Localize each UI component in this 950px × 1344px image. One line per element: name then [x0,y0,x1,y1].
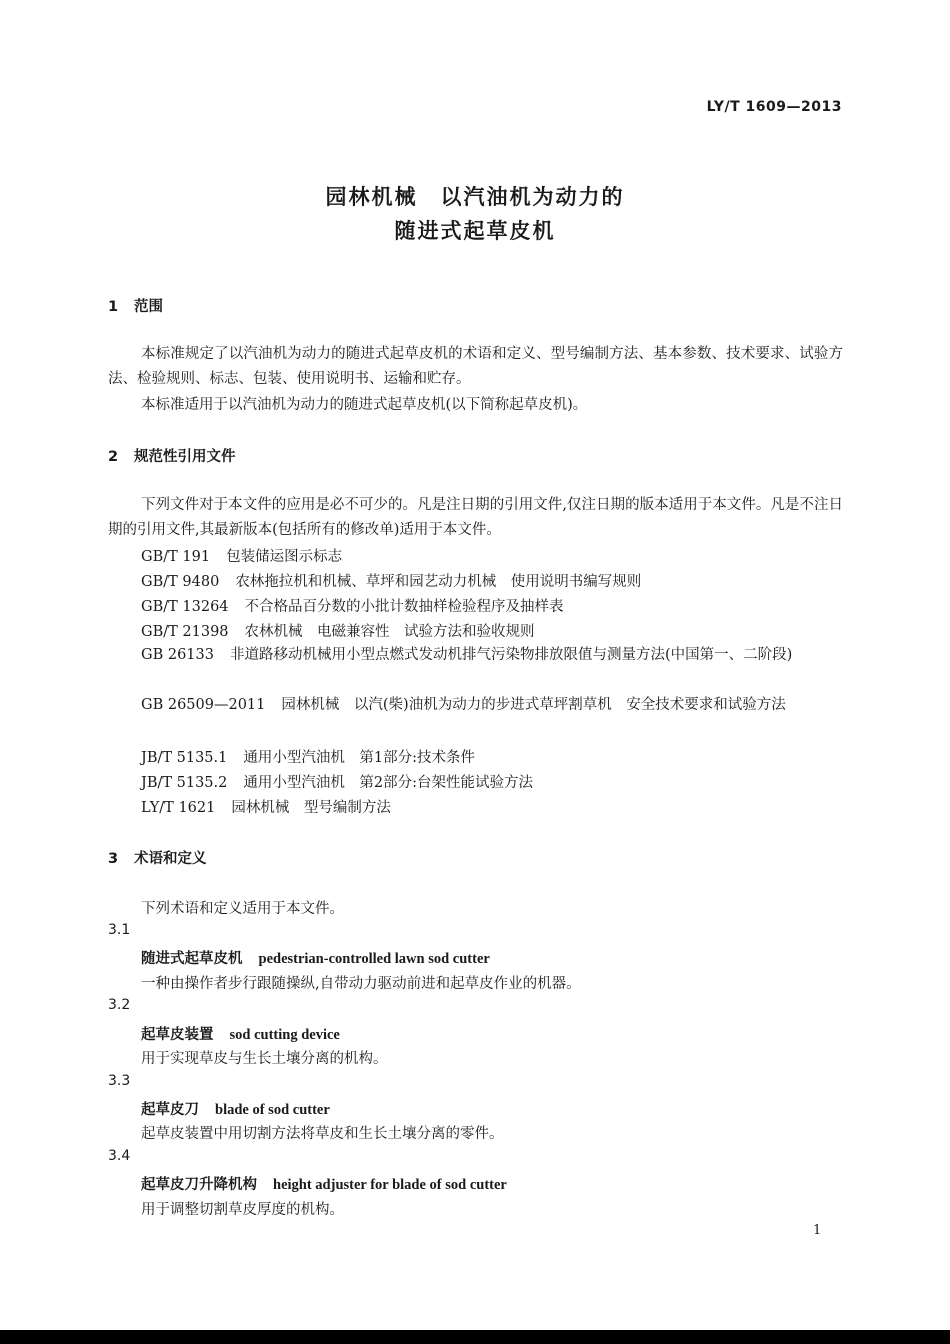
reference-code: JB/T 5135.1 [141,750,228,766]
reference-title: 园林机械 型号编制方法 [231,800,391,816]
term-number: 3.2 [108,997,131,1013]
reference-item [141,570,641,591]
section-2-heading [108,445,236,466]
reference-code: GB/T 9480 [141,574,220,590]
footer-bar [0,1330,950,1344]
term-name [141,1098,330,1119]
reference-title: 农林机械 电磁兼容性 试验方法和验收规则 [244,624,535,640]
section-title: 范围 [134,299,163,315]
reference-code: JB/T 5135.2 [141,775,228,791]
term-name [141,1173,507,1194]
term-zh: 随进式起草皮机 [141,950,243,967]
section-3-paragraph-1: 下列术语和定义适用于本文件。 [141,901,344,917]
page-number: 1 [813,1223,822,1238]
section-1-heading [108,295,163,316]
reference-code: GB/T 21398 [141,624,229,640]
term-number: 3.1 [108,922,131,938]
term-zh: 起草皮刀升降机构 [141,1176,257,1193]
term-definition: 用于实现草皮与生长土壤分离的机构。 [141,1051,388,1067]
term-definition: 用于调整切割草皮厚度的机构。 [141,1202,344,1218]
reference-code: GB/T 191 [141,549,211,565]
reference-code: GB 26509—2011 [141,697,266,713]
section-title: 术语和定义 [134,851,207,867]
reference-item [141,620,535,641]
reference-item [141,796,391,817]
section-number: 2 [108,449,119,465]
reference-title: 不合格品百分数的小批计数抽样检验程序及抽样表 [244,599,564,615]
reference-code: LY/T 1621 [141,800,216,816]
title-line-2: 随进式起草皮机 [394,219,556,243]
reference-code: GB 26133 [141,647,214,663]
term-name [141,1023,340,1044]
section-number: 1 [108,299,119,315]
term-number: 3.3 [108,1073,131,1089]
reference-title: 非道路移动机械用小型点燃式发动机排气污染物排放限值与测量方法(中国第一、二阶段) [229,647,793,663]
term-definition: 起草皮装置中用切割方法将草皮和生长土壤分离的零件。 [141,1126,504,1142]
standard-code: LY/T 1609—2013 [706,99,842,115]
reference-title: 通用小型汽油机 第2部分:台架性能试验方法 [243,775,533,791]
reference-title: 农林拖拉机和机械、草坪和园艺动力机械 使用说明书编写规则 [235,574,642,590]
term-en: blade of sod cutter [215,1102,330,1118]
term-zh: 起草皮装置 [141,1026,214,1043]
section-title: 规范性引用文件 [134,449,236,465]
reference-item [108,643,843,668]
section-1-paragraph-1: 本标准规定了以汽油机为动力的随进式起草皮机的术语和定义、型号编制方法、基本参数、技术要求、试验方法、检验规则、标志、包装、使用说明书、运输和贮存。 [108,346,843,387]
reference-title: 通用小型汽油机 第1部分:技术条件 [243,750,475,766]
term-zh: 起草皮刀 [141,1101,199,1118]
reference-title: 园林机械 以汽(柴)油机为动力的步进式草坪割草机 安全技术要求和试验方法 [281,697,786,713]
section-1-paragraph-2: 本标准适用于以汽油机为动力的随进式起草皮机(以下简称起草皮机)。 [141,397,588,413]
reference-item [141,746,475,767]
reference-title: 包装储运图示标志 [226,549,343,565]
reference-item [141,545,342,566]
section-number: 3 [108,851,119,867]
section-2-paragraph-1: 下列文件对于本文件的应用是必不可少的。凡是注日期的引用文件,仅注日期的版本适用于本文件。凡是不注日期的引用文件,其最新版本(包括所有的修改单)适用于本文件。 [108,497,843,538]
term-number: 3.4 [108,1148,131,1164]
section-3-heading [108,847,207,868]
reference-item [141,595,564,616]
term-en: height adjuster for blade of sod cutter [273,1177,507,1193]
term-en: pedestrian-controlled lawn sod cutter [258,951,490,967]
term-definition: 一种由操作者步行跟随操纵,自带动力驱动前进和起草皮作业的机器。 [141,976,581,992]
term-en: sod cutting device [229,1027,340,1043]
reference-item [141,771,533,792]
title-line-1: 园林机械 以汽油机为动力的 [325,185,625,209]
term-name [141,947,490,968]
reference-code: GB/T 13264 [141,599,229,615]
reference-item [108,693,843,718]
